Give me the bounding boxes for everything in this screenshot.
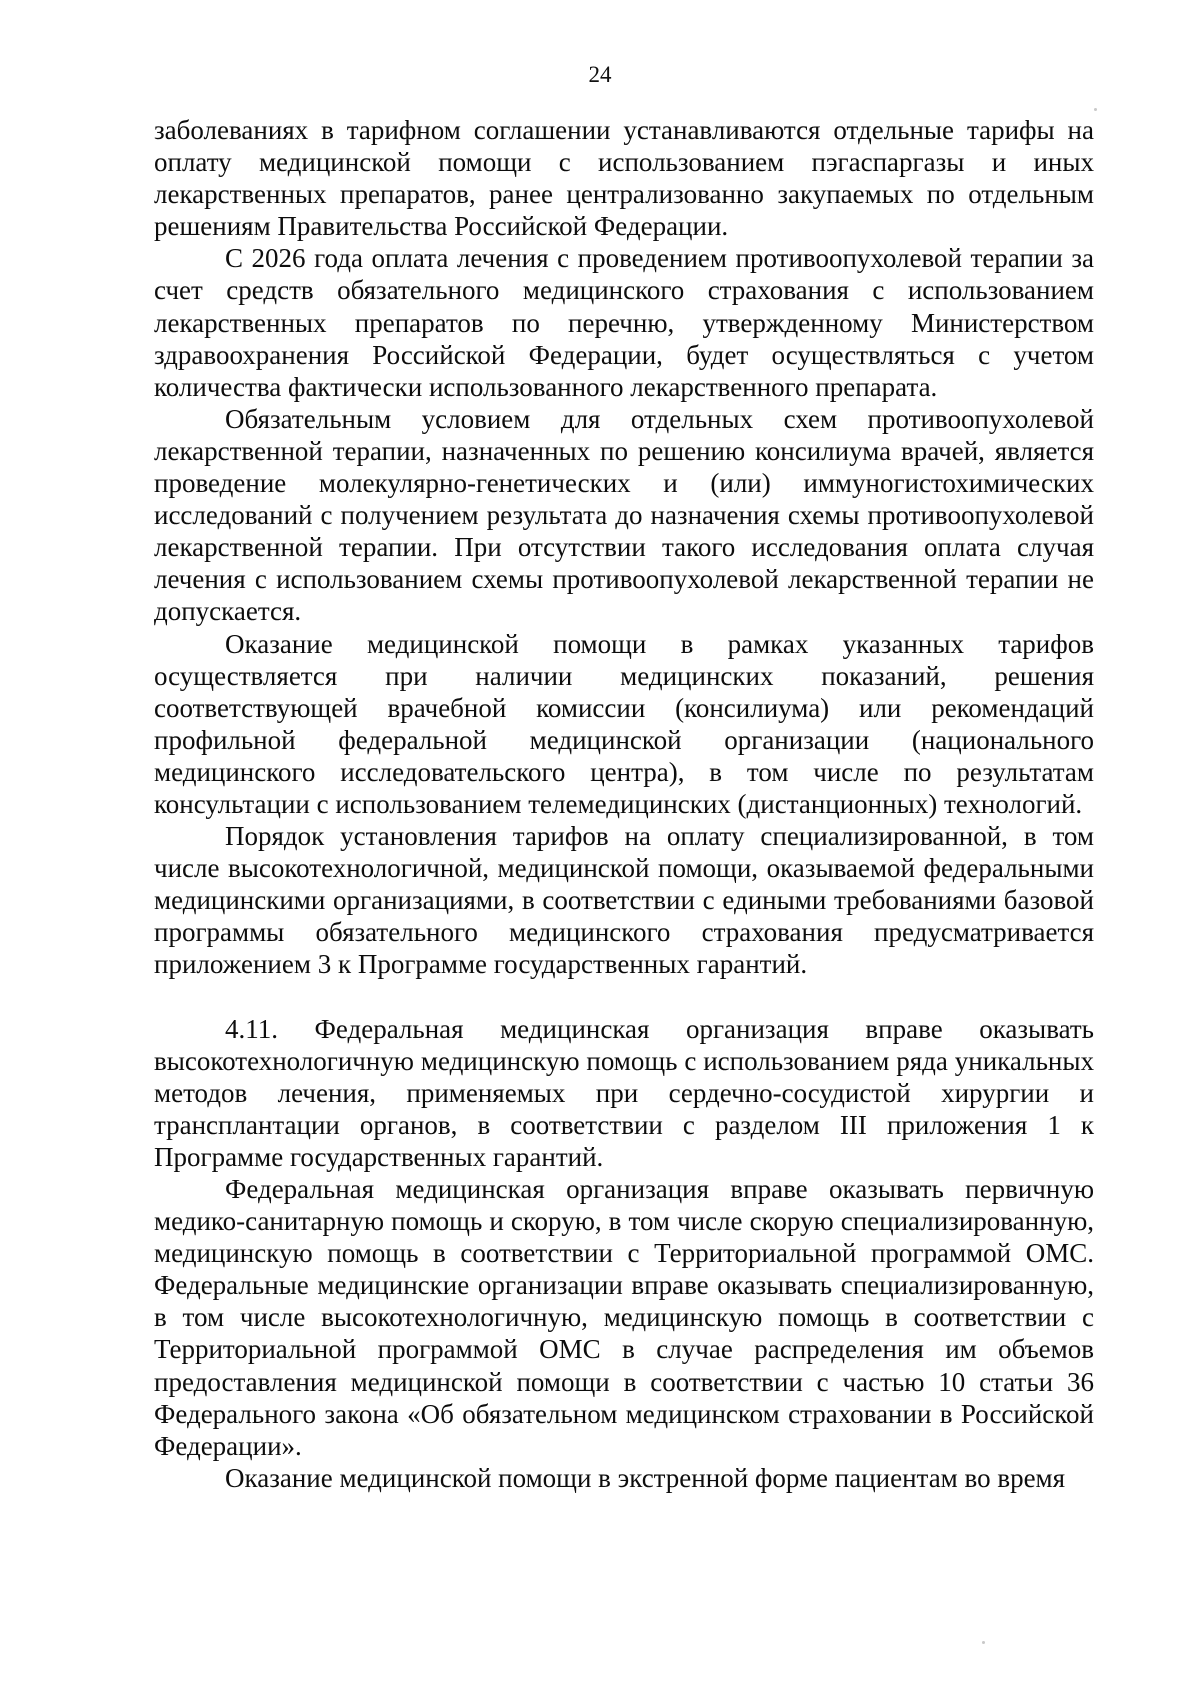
- paragraph: Порядок установления тарифов на оплату специализированной, в том числе высокотехнологичной, медицинской помощи, оказываемой федеральными медицинскими организациями, в соответствии с едиными требованиями базовой программы обязательного медицинского страхования предусматривается приложением 3 к Программе государственных гарантий.: [154, 821, 1094, 980]
- paragraph: С 2026 года оплата лечения с проведением противоопухолевой терапии за счет средств обязательного медицинского страхования с использованием лекарственных препаратов по перечню, утвержденному Министерством здравоохранения Российской Федерации, будет осуществляться с учетом количества фактически использованного лекарственного препарата.: [154, 243, 1094, 402]
- paragraph: Обязательным условием для отдельных схем противоопухолевой лекарственной терапии, назначенных по решению консилиума врачей, является проведение молекулярно-генетических и (или) иммуногистохимических исследований с получением результата до назначения схемы противоопухолевой лекарственной терапии. При отсутствии такого исследования оплата случая лечения с использованием схемы противоопухолевой лекарственной терапии не допускается.: [154, 403, 1094, 627]
- paragraph: Федеральная медицинская организация вправе оказывать первичную медико-санитарную помощь и скорую, в том числе скорую специализированную, медицинскую помощь в соответствии с Территориальной программой ОМС. Федеральные медицинские организации вправе оказывать специализированную, в том числе высокотехнологичную, медицинскую помощь в соответствии с Территориальной программой ОМС в случае распределения им объемов предоставления медицинской помощи в соответствии с частью 10 статьи 36 Федерального закона «Об обязательном медицинском страховании в Российской Федерации».: [154, 1174, 1094, 1461]
- page-number: 24: [588, 62, 612, 87]
- scan-speck: [982, 1641, 985, 1644]
- scan-speck: [1094, 108, 1097, 111]
- paragraph: Оказание медицинской помощи в экстренной форме пациентам во время: [225, 1462, 1066, 1493]
- document-body: [154, 114, 1094, 1494]
- paragraph: заболеваниях в тарифном соглашении устанавливаются отдельные тарифы на оплату медицинской помощи с использованием пэгаспаргазы и иных лекарственных препаратов, ранее централизованно закупаемых по отдельным решениям Правительства Российской Федерации.: [154, 115, 1094, 242]
- paragraph: Оказание медицинской помощи в рамках указанных тарифов осуществляется при наличии медицинских показаний, решения соответствующей врачебной комиссии (консилиума) или рекомендаций профильной федеральной медицинской организации (национального медицинского исследовательского центра), в том числе по результатам консультации с использованием телемедицинских (дистанционных) технологий.: [154, 628, 1094, 819]
- section-paragraph-4-11: 4.11. Федеральная медицинская организация вправе оказывать высокотехнологичную медицинскую помощь с использованием ряда уникальных методов лечения, применяемых при сердечно-сосудистой хирургии и трансплантации органов, в соответствии с разделом III приложения 1 к Программе государственных гарантий.: [154, 1013, 1094, 1172]
